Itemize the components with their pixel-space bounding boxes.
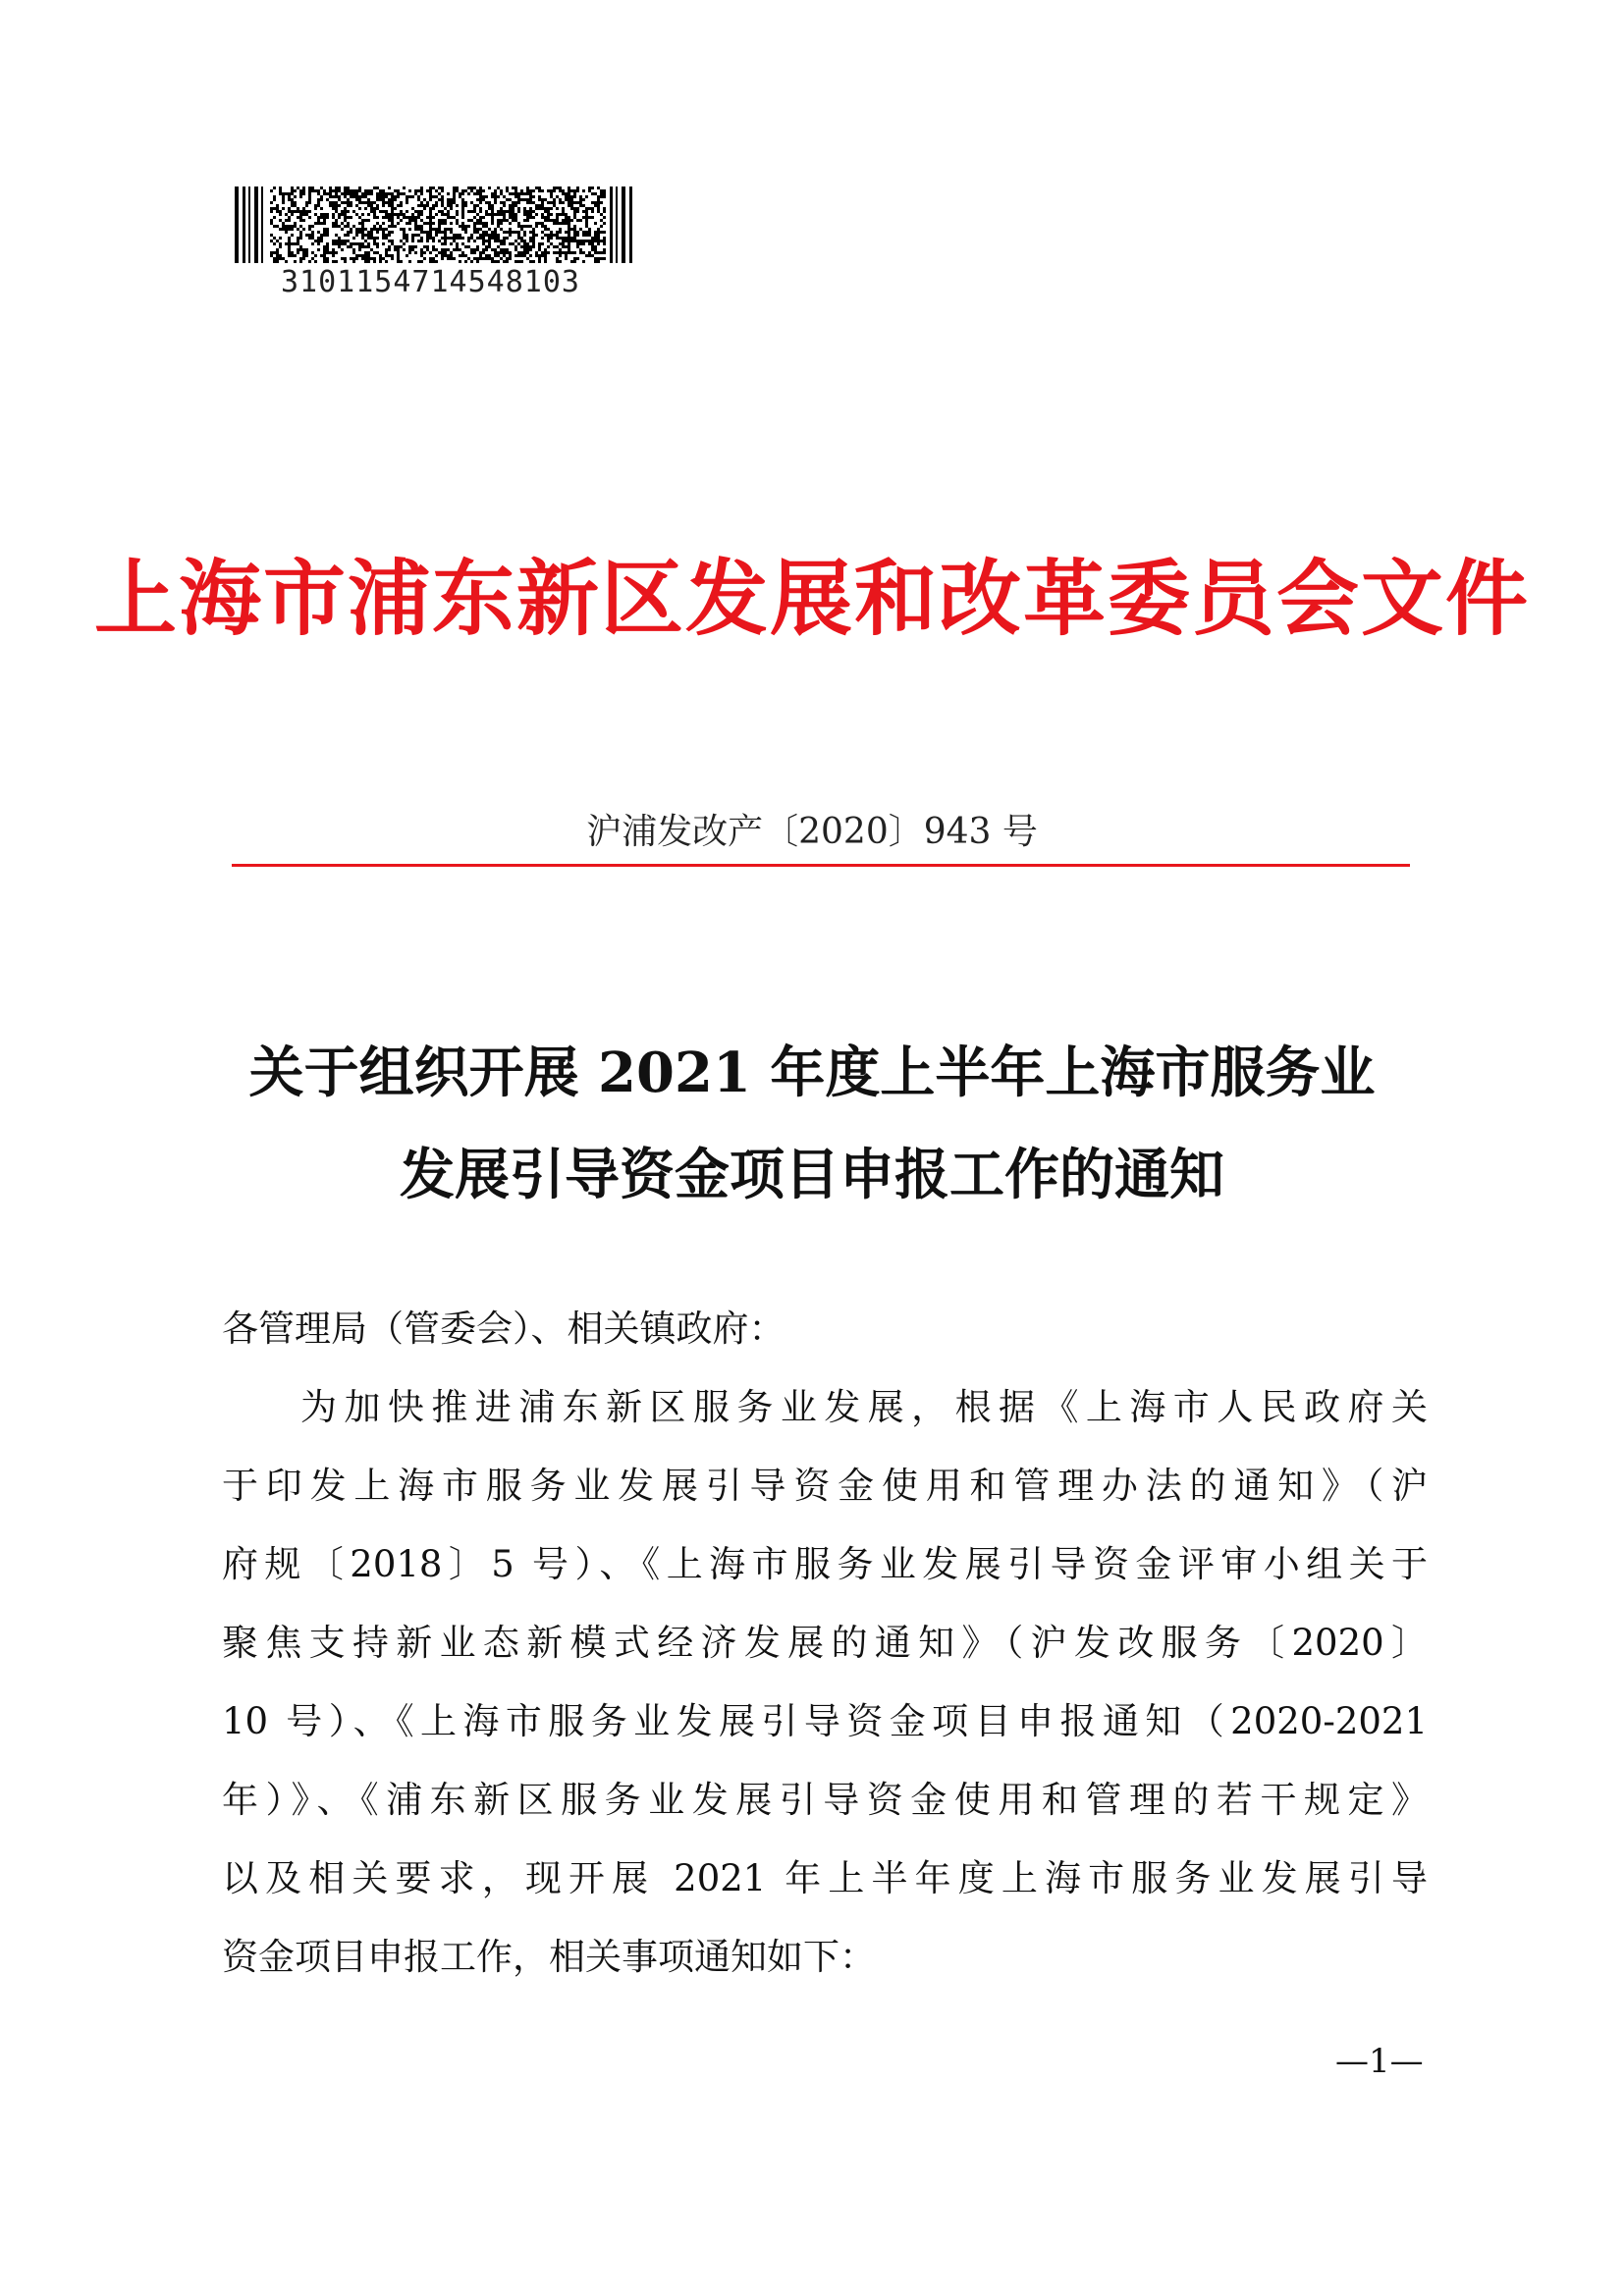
body-line: 以及相关要求，现开展 2021 年上半年度上海市服务业发展引导: [222, 1857, 1428, 1899]
body-line: 聚焦支持新业态新模式经济发展的通知》（沪发改服务〔2020〕: [222, 1622, 1428, 1664]
red-divider-line: [232, 864, 1410, 867]
body-line: 10 号）、《上海市服务业发展引导资金项目申报通知（2020-2021: [222, 1700, 1428, 1742]
barcode-number: 3101154714548103: [281, 265, 580, 299]
body-line: 资金项目申报工作，相关事项通知如下：: [222, 1936, 876, 1978]
body-line: 于印发上海市服务业发展引导资金使用和管理办法的通知》（沪: [222, 1465, 1428, 1507]
document-title-line-2: 发展引导资金项目申报工作的通知: [400, 1143, 1224, 1207]
document-title-line-1: 关于组织开展 2021 年度上半年上海市服务业: [248, 1041, 1376, 1105]
document-number: 沪浦发改产〔2020〕943 号: [586, 812, 1038, 852]
masthead-title: 上海市浦东新区发展和改革委员会文件: [93, 550, 1530, 647]
body-line: 为加快推进浦东新区服务业发展，根据《上海市人民政府关: [300, 1386, 1428, 1428]
body-line: 府规〔2018〕5 号）、《上海市服务业发展引导资金评审小组关于: [222, 1543, 1428, 1585]
body-line: 年）》、《浦东新区服务业发展引导资金使用和管理的若干规定》: [222, 1779, 1428, 1821]
salutation: 各管理局（管委会）、相关镇政府：: [222, 1308, 785, 1350]
barcode-image: [235, 187, 637, 263]
page-number: —1—: [1335, 2042, 1424, 2081]
